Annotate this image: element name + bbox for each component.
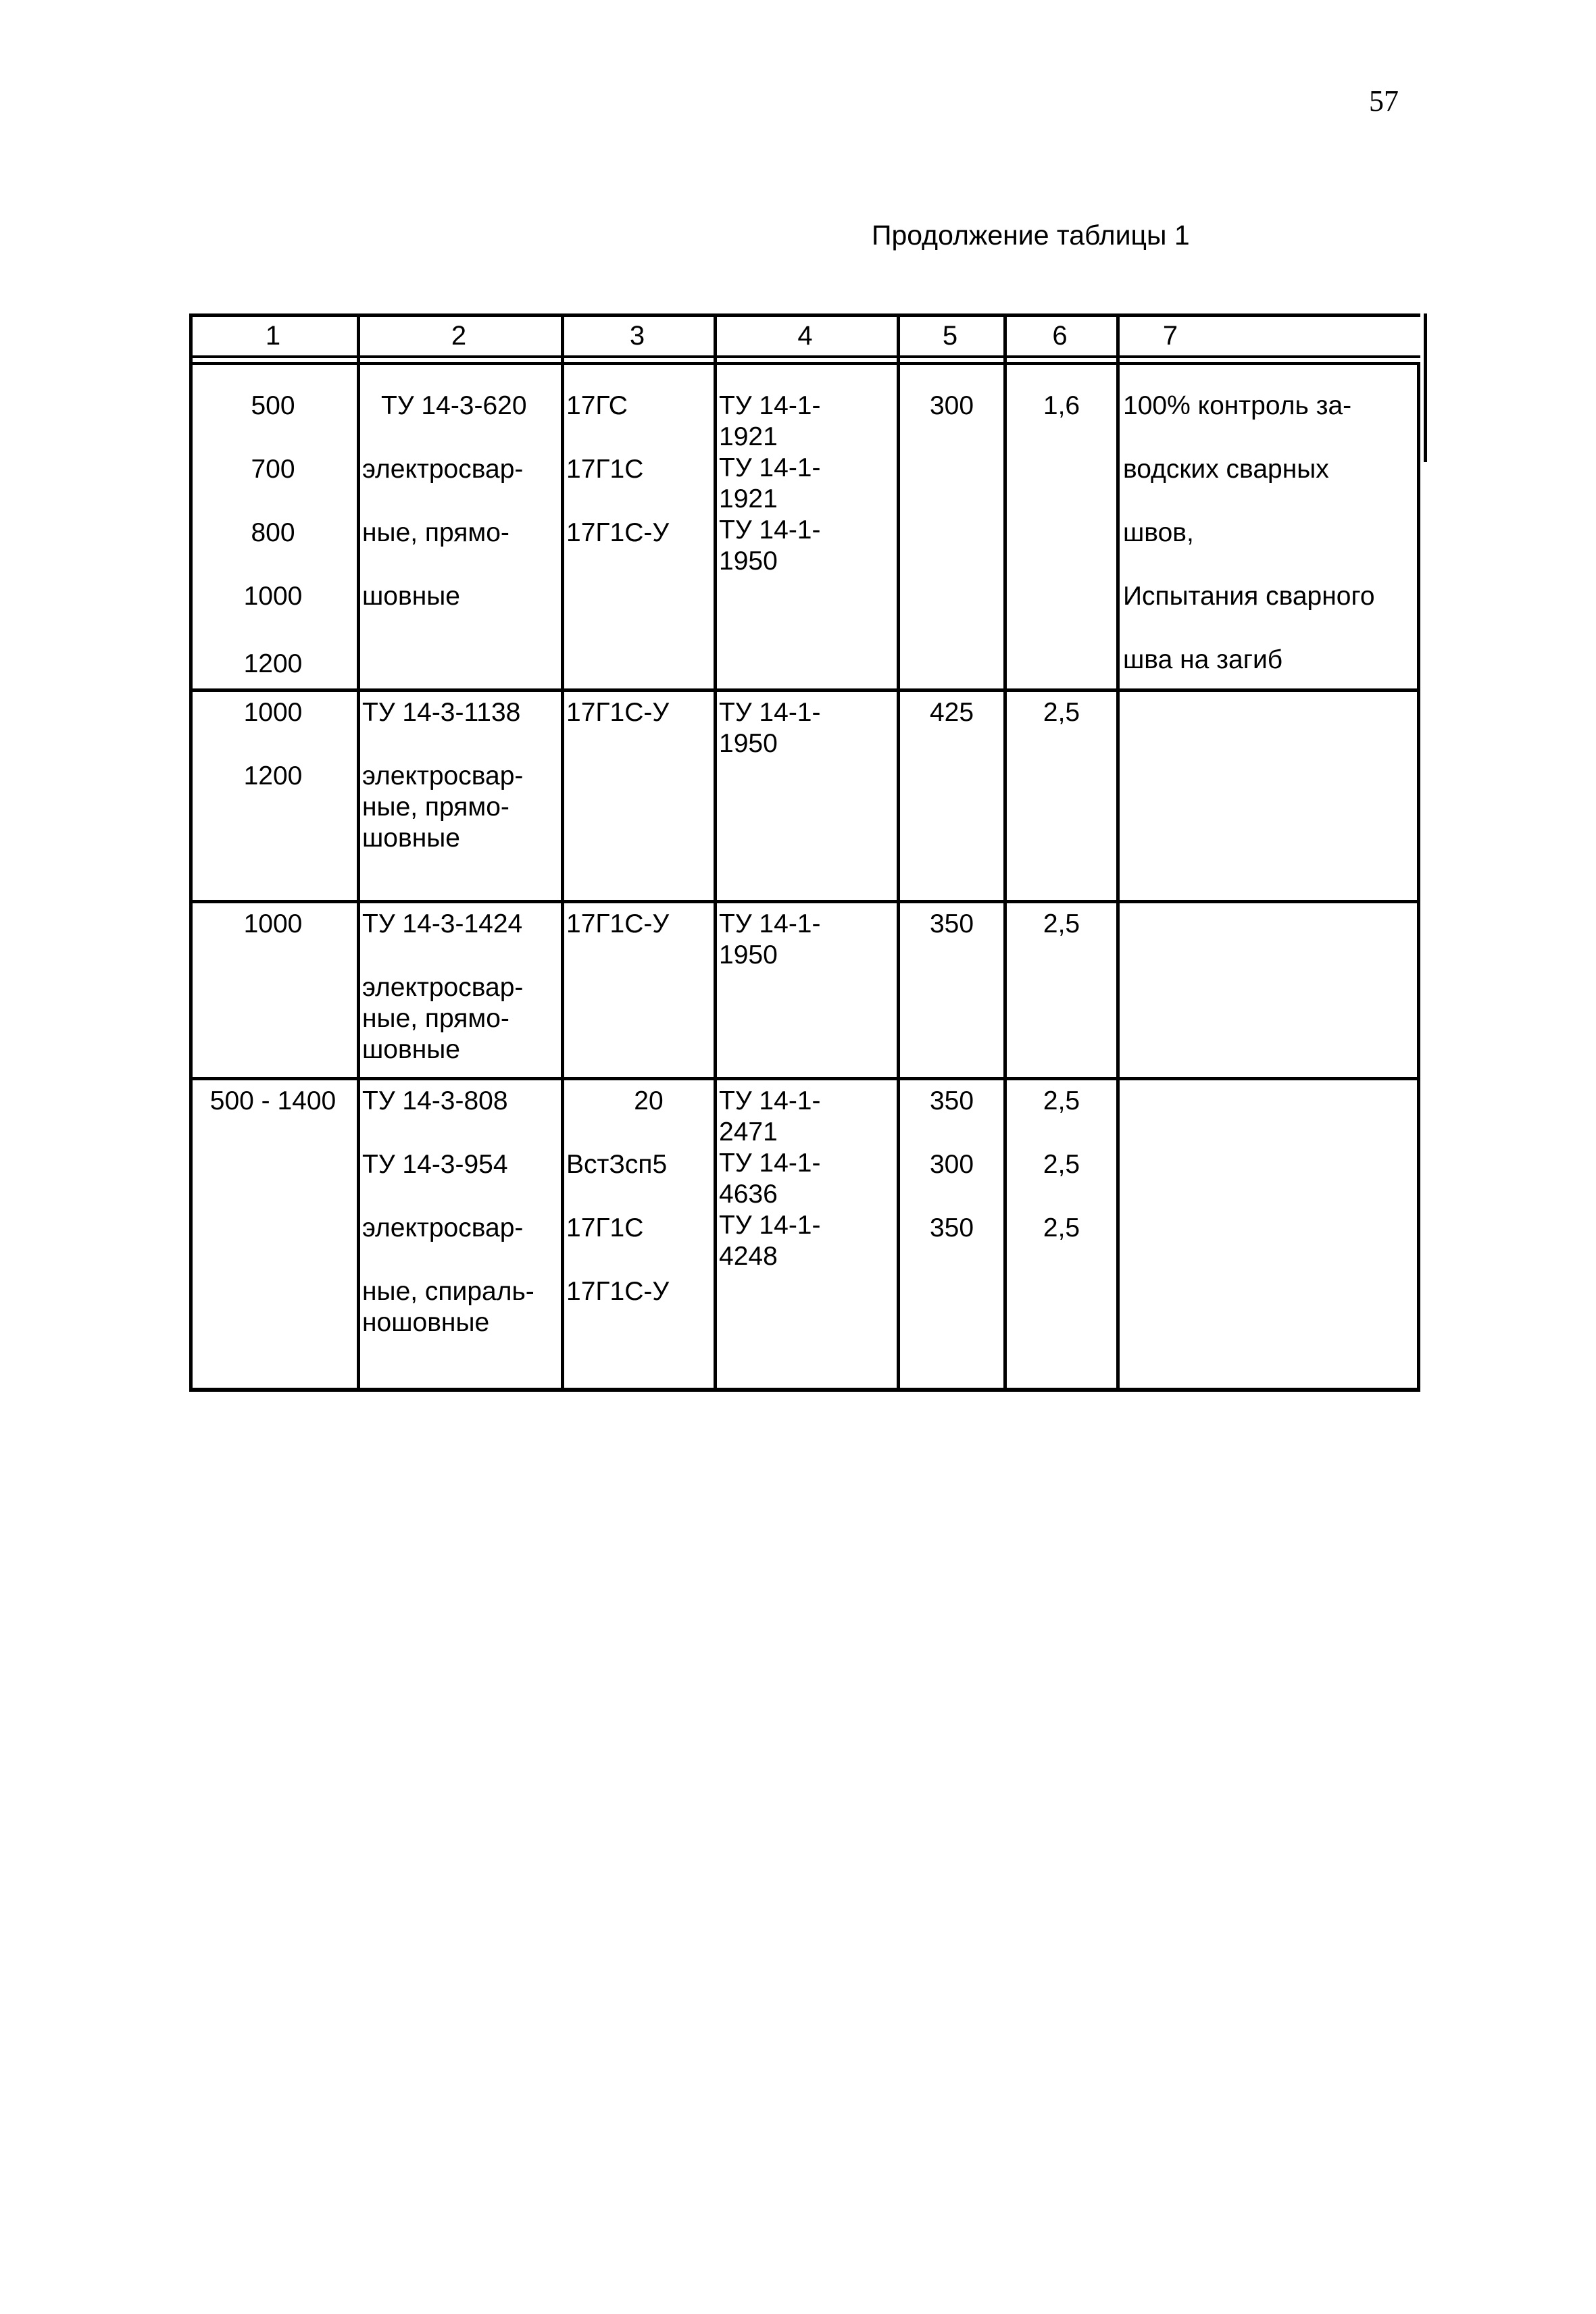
row1-steel-grade-line: 17Г1С-У (566, 518, 670, 547)
table-rule-bottom (189, 1388, 1420, 1392)
table-caption: Продолжение таблицы 1 (872, 220, 1190, 251)
row1-steel-grade-line: 17ГС (566, 391, 628, 420)
row1-standard (362, 391, 558, 612)
row3-standard-line: ные, прямо- (362, 1004, 509, 1033)
row4-standard (362, 1086, 558, 1338)
row1-col6: 1,6 (1043, 391, 1080, 420)
row3-diameter: 1000 (243, 909, 303, 938)
row4-steel-standard-line: ТУ 14-1- (719, 1149, 821, 1178)
row1-standard-line: шовные (362, 582, 460, 611)
row3-steel-standard-line: 1950 (719, 940, 778, 970)
row1-steel-standard (719, 391, 893, 577)
header-col-7: 7 (1162, 321, 1178, 351)
header-col-1: 1 (265, 321, 281, 351)
row4-standard-line: ТУ 14-3-954 (362, 1150, 508, 1179)
row4-steel-grade-line: 17Г1С (566, 1213, 644, 1242)
row2-standard-line: ТУ 14-3-1138 (362, 698, 521, 727)
row2-steel-standard-line: 1950 (719, 729, 778, 758)
table-rule-header-a (189, 355, 1420, 358)
table-rule-header-b (189, 362, 1420, 365)
table-rule-col-3 (714, 313, 717, 1392)
row1-steel-standard-line: 1921 (719, 422, 778, 451)
table-rule-row2 (189, 900, 1420, 903)
row1-notes-line: Испытания сварного (1123, 582, 1375, 611)
row1-notes (1123, 391, 1414, 676)
row1-diameter-line: 500 (251, 391, 295, 420)
row1-diameter-line: 700 (251, 455, 295, 484)
row1-diameter-line: 800 (251, 518, 295, 547)
row1-steel-standard-line: 1950 (719, 547, 778, 576)
row3-col6: 2,5 (1043, 909, 1080, 938)
row1-standard-line: ные, прямо- (362, 518, 509, 547)
header-col-3: 3 (629, 321, 645, 351)
row4-steel-grade-line: 20 (634, 1086, 664, 1115)
row2-diameter-line: 1000 (243, 698, 303, 727)
row4-col6-line: 2,5 (1043, 1150, 1080, 1179)
table-rule-col-right (1417, 365, 1420, 1392)
row4-steel-grade-line: 17Г1С-У (566, 1277, 670, 1306)
table-rule-col-2 (561, 313, 564, 1392)
row2-standard-line: электросвар- (362, 761, 524, 790)
row4-steel-grade (566, 1086, 711, 1307)
row2-steel-grade: 17Г1С-У (566, 698, 670, 727)
header-col-5: 5 (942, 321, 958, 351)
row1-notes-line: водских сварных (1123, 455, 1329, 484)
row3-col5: 350 (929, 909, 974, 938)
row4-col5 (900, 1086, 1003, 1244)
row2-col5: 425 (929, 698, 974, 727)
row3-standard (362, 909, 558, 1065)
row4-col6-line: 2,5 (1043, 1213, 1080, 1242)
row1-standard-line: ТУ 14-3-620 (381, 391, 527, 420)
row1-steel-grade (566, 391, 711, 549)
row1-steel-standard-line: ТУ 14-1- (719, 515, 821, 545)
row1-steel-standard-line: ТУ 14-1- (719, 391, 821, 420)
row1-diameter-line: 1000 (243, 582, 303, 611)
row4-col5-line: 350 (929, 1213, 974, 1242)
row3-steel-standard-line: ТУ 14-1- (719, 909, 821, 938)
spec-table (189, 313, 1420, 1392)
row4-standard-line: ные, спираль- (362, 1277, 534, 1306)
row1-notes-line: шва на загиб (1123, 645, 1283, 674)
table-rule-top (189, 313, 1420, 317)
row2-steel-standard-line: ТУ 14-1- (719, 698, 821, 727)
row1-diameter (189, 391, 357, 680)
table-rule-row1 (189, 688, 1420, 692)
row4-col6-line: 2,5 (1043, 1086, 1080, 1115)
row1-standard-line: электросвар- (362, 455, 524, 484)
row4-col5-line: 350 (929, 1086, 974, 1115)
table-rule-col-1 (357, 313, 360, 1392)
row1-col5: 300 (929, 391, 974, 420)
row4-steel-standard-line: ТУ 14-1- (719, 1211, 821, 1240)
row4-col5-line: 300 (929, 1150, 974, 1179)
table-rule-col-right-top (1424, 313, 1427, 462)
header-col-6: 6 (1052, 321, 1068, 351)
row4-steel-grade-line: ВстЗсп5 (566, 1150, 668, 1179)
row3-standard-line: шовные (362, 1035, 460, 1064)
row4-standard-line: ТУ 14-3-808 (362, 1086, 508, 1115)
row2-standard-line: ные, прямо- (362, 793, 509, 822)
row4-steel-standard-line: 4248 (719, 1242, 778, 1271)
row1-diameter-line: 1200 (243, 649, 303, 678)
row4-standard-line: ношовные (362, 1308, 490, 1337)
row3-steel-grade: 17Г1С-У (566, 909, 670, 938)
row4-standard-line: электросвар- (362, 1213, 524, 1242)
row4-diameter: 500 - 1400 (209, 1086, 336, 1115)
row2-col6: 2,5 (1043, 698, 1080, 727)
row4-steel-standard (719, 1086, 893, 1272)
table-rule-row3 (189, 1077, 1420, 1080)
row1-steel-standard-line: ТУ 14-1- (719, 453, 821, 482)
row1-steel-standard-line: 1921 (719, 484, 778, 513)
row3-standard-line: электросвар- (362, 973, 524, 1002)
row2-standard-line: шовные (362, 824, 460, 853)
row4-steel-standard-line: ТУ 14-1- (719, 1086, 821, 1115)
page-number: 57 (1369, 84, 1399, 118)
row2-diameter (189, 697, 357, 792)
row4-col6 (1007, 1086, 1116, 1244)
header-col-2: 2 (451, 321, 467, 351)
row2-diameter-line: 1200 (243, 761, 303, 790)
row1-notes-line: 100% контроль за- (1123, 391, 1352, 420)
row4-steel-standard-line: 4636 (719, 1180, 778, 1209)
header-col-4: 4 (797, 321, 813, 351)
row2-standard (362, 697, 558, 854)
row1-steel-grade-line: 17Г1С (566, 455, 644, 484)
row1-notes-line: швов, (1123, 518, 1194, 547)
table-rule-col-6 (1116, 313, 1120, 1392)
row2-steel-standard (719, 697, 893, 759)
row3-steel-standard (719, 909, 893, 971)
row3-standard-line: ТУ 14-3-1424 (362, 909, 523, 938)
row4-steel-standard-line: 2471 (719, 1117, 778, 1147)
